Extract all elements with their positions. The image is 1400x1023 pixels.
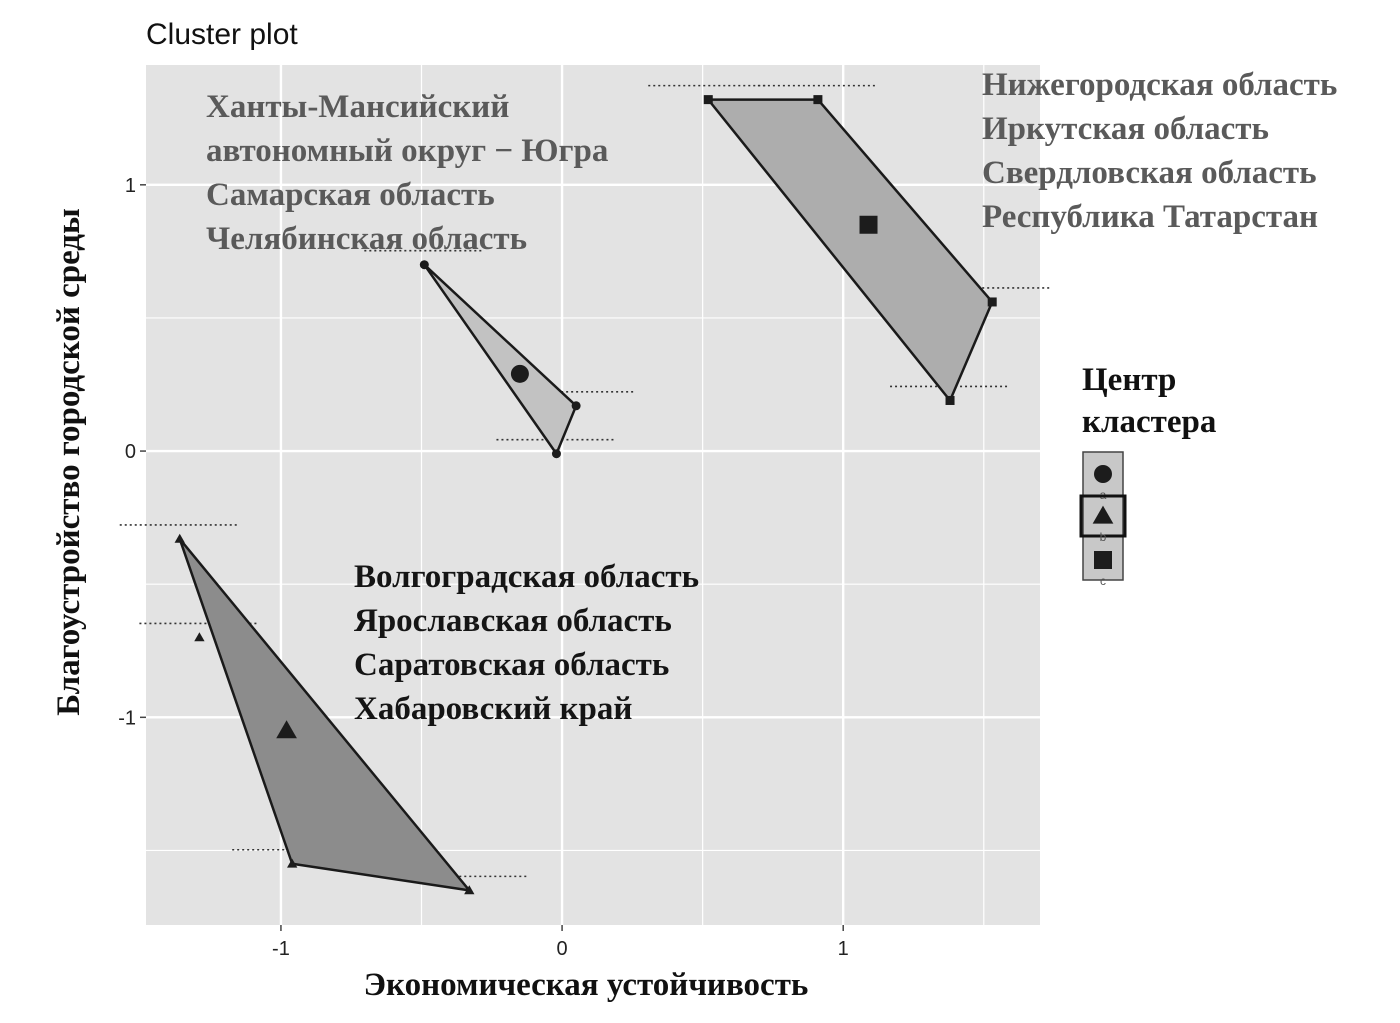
data-point-square xyxy=(704,95,713,104)
legend-key-circle xyxy=(1094,465,1112,483)
data-point-square xyxy=(946,396,955,405)
cluster-label: Свердловская область xyxy=(982,155,1317,191)
cluster-label: Иркутская область xyxy=(982,111,1269,147)
cluster-label: Самарская область xyxy=(206,177,495,213)
cluster-label: Челябинская область xyxy=(206,221,528,257)
y-tick-label: 0 xyxy=(124,441,136,464)
cluster-label: Саратовская область xyxy=(354,647,670,683)
data-point-square xyxy=(813,95,822,104)
cluster-label: Волгоградская область xyxy=(354,559,700,595)
cluster-label: Нижегородская область xyxy=(982,67,1338,103)
cluster-label: Ханты-Мансийский xyxy=(206,89,510,125)
cluster-label: Ярославская область xyxy=(354,603,672,639)
x-tick-label: -1 xyxy=(272,938,290,960)
data-point-circle xyxy=(552,449,561,458)
cluster-label: автономный округ − Югра xyxy=(206,133,609,169)
x-axis-title: Экономическая устойчивость xyxy=(363,967,809,1003)
chart-title: Cluster plot xyxy=(146,18,298,51)
y-axis-title: Благоустройство городской среды xyxy=(51,208,87,716)
legend-title-line-2: кластера xyxy=(1082,404,1217,440)
x-tick-label: 0 xyxy=(556,938,568,960)
data-point-square xyxy=(988,297,997,306)
x-tick-label: 1 xyxy=(837,938,849,960)
data-point-circle xyxy=(420,260,429,269)
y-tick-label: -1 xyxy=(118,707,136,730)
legend-key-letter: b xyxy=(1099,530,1107,544)
cluster-label: Хабаровский край xyxy=(354,691,633,727)
legend-key-square xyxy=(1094,551,1112,569)
legend-key-letter: a xyxy=(1099,488,1107,502)
data-point-circle xyxy=(572,401,581,410)
cluster-label: Республика Татарстан xyxy=(982,199,1319,235)
cluster-center-circle xyxy=(511,365,529,383)
legend xyxy=(1081,362,1216,588)
cluster-center-square xyxy=(860,216,878,234)
legend-title-line-1: Центр xyxy=(1082,362,1177,398)
legend-key-letter: c xyxy=(1100,574,1106,588)
y-tick-label: 1 xyxy=(124,174,136,197)
